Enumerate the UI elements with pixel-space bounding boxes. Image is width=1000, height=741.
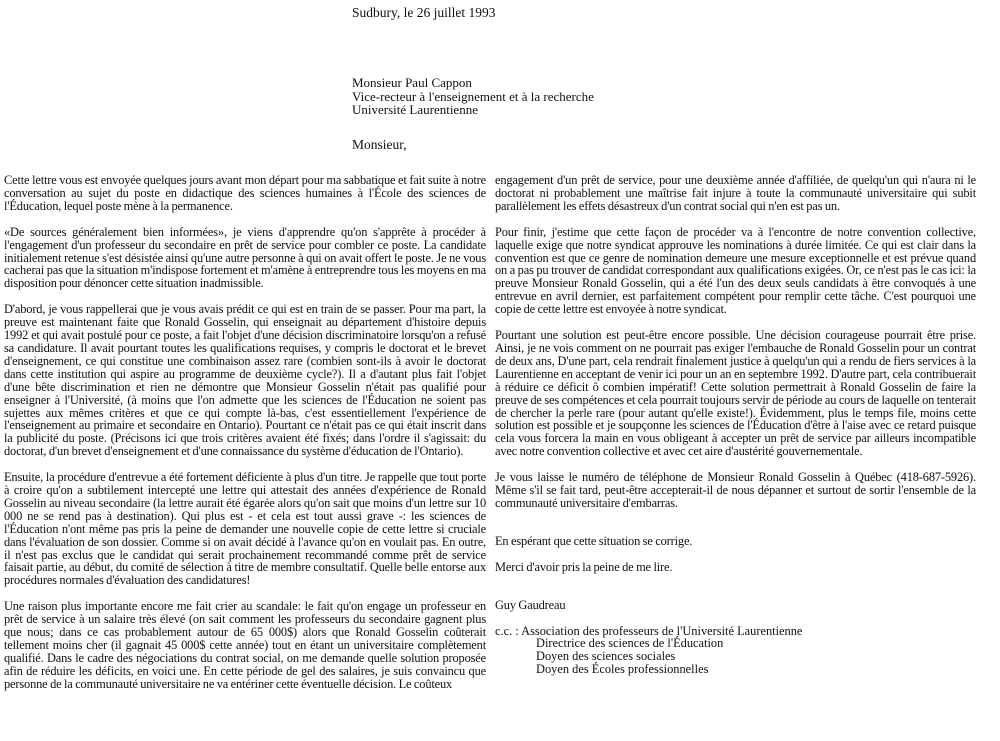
cc-recipient: Doyen des sciences sociales [536,649,676,664]
date-line: Sudbury, le 26 juillet 1993 [352,5,496,20]
body-paragraph: Pour finir, j'estime que cette façon de procéder va à l'encontre de notre convention collective, laquelle exige que notre syndicat approuve les nominations à durée limitée. Ce qui est clair dans la convention est que ce genre de nomination demeure une mesure exceptionnelle et est prévue quand on a pas pu trouver de candidat correspondant aux qualifications exigées. Or, ce n'est pas le cas ici: la preuve Monsieur Ronald Gosselin, qui a été l'un des deux seuls candidats à être convoqués à une entrevue en avril dernier, est parfaitement compétent pour remplir cette tâche. C'est pourquoi une copie de cette lettre est envoyée à notre syndicat. [495,224,976,317]
closing-line: En espérant que cette situation se corrige. [495,533,693,548]
body-paragraph: «De sources généralement bien informées», je viens d'apprendre qu'on s'apprête à procéder à l'engagement d'un professeur du secondaire en prêt de service pour combler ce poste. La candidate initialement retenue s'est désistée ainsi qu'une autre personne à qui on avait offert le poste. Je ne vous cacherai pas que la situation m'indispose fortement et m'amène à entreprendre tous les moyens en ma disposition pour dénoncer cette situation inadmissible. [4,224,486,291]
body-paragraph: Cette lettre vous est envoyée quelques jours avant mon départ pour ma sabbatique et fait suite à notre conversation au sujet du poste en didactique des sciences humaines à l'École des sciences de l'Éducation, lequel poste mène à la permanence. [4,173,486,213]
cc-first-line: c.c. : Association des professeurs de l'Université Laurentienne [495,623,803,638]
body-paragraph: Pourtant une solution est peut-être encore possible. Une décision courageuse pourrait être prise. Ainsi, je ne vois comment on ne pourrait pas exiger l'embauche de Ronald Gosselin pour un contrat de deux ans, D'une part, cela rendrait finalement justice à quelqu'un qui a rendu de fiers services à la Laurentienne en acceptant de venir ici pour un an en septembre 1992. D'autre part, cela contribuerait à réduire ce déficit ô combien impératif! Cette solution permettrait à Ronald Gosselin de faire la preuve de ses compétences et cela pourrait toujours servir de période au cours de laquelle on tenterait de chercher la perle rare (pour autant qu'elle existe!). Évidemment, plus le temps file, moins cette solution est possible et je soupçonne les sciences de l'Éducation d'être à l'aise avec ce retard puisque cela vous forcera la main en vous obligeant à accepter un prêt de service par ailleurs incompatible avec notre convention collective et avec cet aire d'austérité gouvernementale. [495,328,976,459]
cc-recipient: Directrice des sciences de l'Éducation [536,636,724,651]
signature: Guy Gaudreau [495,597,566,612]
recipient-title: Vice-recteur à l'enseignement et à la recherche [352,88,594,104]
recipient-address-block [352,76,594,117]
body-paragraph: Je vous laisse le numéro de téléphone de Monsieur Ronald Gosselin à Québec (418-687-5926). Même s'il se fait tard, peut-être accepterait-il de nous dépanner et surtout de sortir l'ensemble de la communauté universitaire d'embarras. [495,470,976,510]
left-column [4,174,486,691]
recipient-institution: Université Laurentienne [352,102,478,117]
right-column [495,174,976,676]
body-paragraph: Ensuite, la procédure d'entrevue a été fortement déficiente à plus d'un titre. Je rappelle que tout porte à croire qu'on a subtilement intercepté une lettre qui attestait des années d'expérience de Ronald Gosselin au niveau secondaire (la lettre aurait été égarée alors qu'on sait que moins d'un lettre sur 10 000 ne se rend pas à destination). Qui plus est - et cela est tout aussi grave -: les sciences de l'Éducation n'ont même pas pris la peine de demander une nouvelle copie de cette lettre si cruciale dans l'évaluation de son dossier. Comme si on avait décidé à l'avance qu'on en voulait pas. En outre, il n'est pas exclus que le candidat qui serait prochainement recommandé comme prêt de service faisait partie, au début, du comité de sélection à titre de membre consultatif. Quelle belle entorse aux procédures normales d'évaluation des candidatures! [4,470,486,588]
body-paragraph: Une raison plus importante encore me fait crier au scandale: le fait qu'on engage un professeur en prêt de service à un salaire très élevé (on sait comment les professeurs du secondaire gagnent plus que nous; dans ce cas probablement autour de 65 000$) alors que Ronald Gosselin coûterait tellement moins cher (il gagnait 45 000$ cette année) tout en étant un universitaire complètement qualifié. Dans le cadre des négociations du contrat social, on me demande quelle solution proposée afin de réduire les déficits, en voici une. En cette période de gel des salaires, je suis convaincu que personne de la communauté universitaire ne va entériner cette éventuelle décision. Le coûteux [4,599,486,691]
body-paragraph: D'abord, je vous rappellerai que je vous avais prédit ce qui est en train de se passer. Pour ma part, la preuve est maintenant faite que Ronald Gosselin, qui enseignait au département d'histoire depuis 1992 et qui avait postulé pour ce poste, a fait l'objet d'une décision discriminatoire lorsqu'on a refusé sa candidature. Il avait pourtant toutes les qualifications requises, y compris le doctorat et le brevet d'enseignement, ce qui constitue une combinaison assez rare (combien sont-ils à avoir le doctorat dans cette institution qui aspire au programme de deuxième cycle?). Il a d'autant plus fait l'objet d'une bête discrimination et rien ne démontre que Monsieur Gosselin n'était pas qualifié pour enseigner à l'Université, (à moins que l'on admette que les sciences de l'Éducation ne soient pas sujettes aux mêmes critères et que ce qui compte là-bas, c'est essentiellement l'expérience de l'enseignement au primaire et secondaire en Ontario). Pourtant ce n'était pas ce qui était inscrit dans la publicité du poste. (Précisons ici que trois critères avaient été fixés; dans l'ordre il s'agissait: du doctorat, d'un brevet d'enseignement et d'une connaissance du système d'éducation de l'Ontario). [4,302,486,459]
recipient-name: Monsieur Paul Cappon [352,75,472,90]
cc-recipient: Doyen des Écoles professionnelles [536,662,709,677]
closing-line: Merci d'avoir pris la peine de me lire. [495,559,673,574]
cc-list [495,625,976,677]
body-paragraph: engagement d'un prêt de service, pour une deuxième année d'affiliée, de quelqu'un qui n'aura ni le doctorat ni probablement une maîtrise fait injure à toute la communauté universitaire qui subit parallèlement les effets désastreux d'un contrat social qui n'en est pas un. [495,173,976,213]
salutation: Monsieur, [352,137,407,152]
